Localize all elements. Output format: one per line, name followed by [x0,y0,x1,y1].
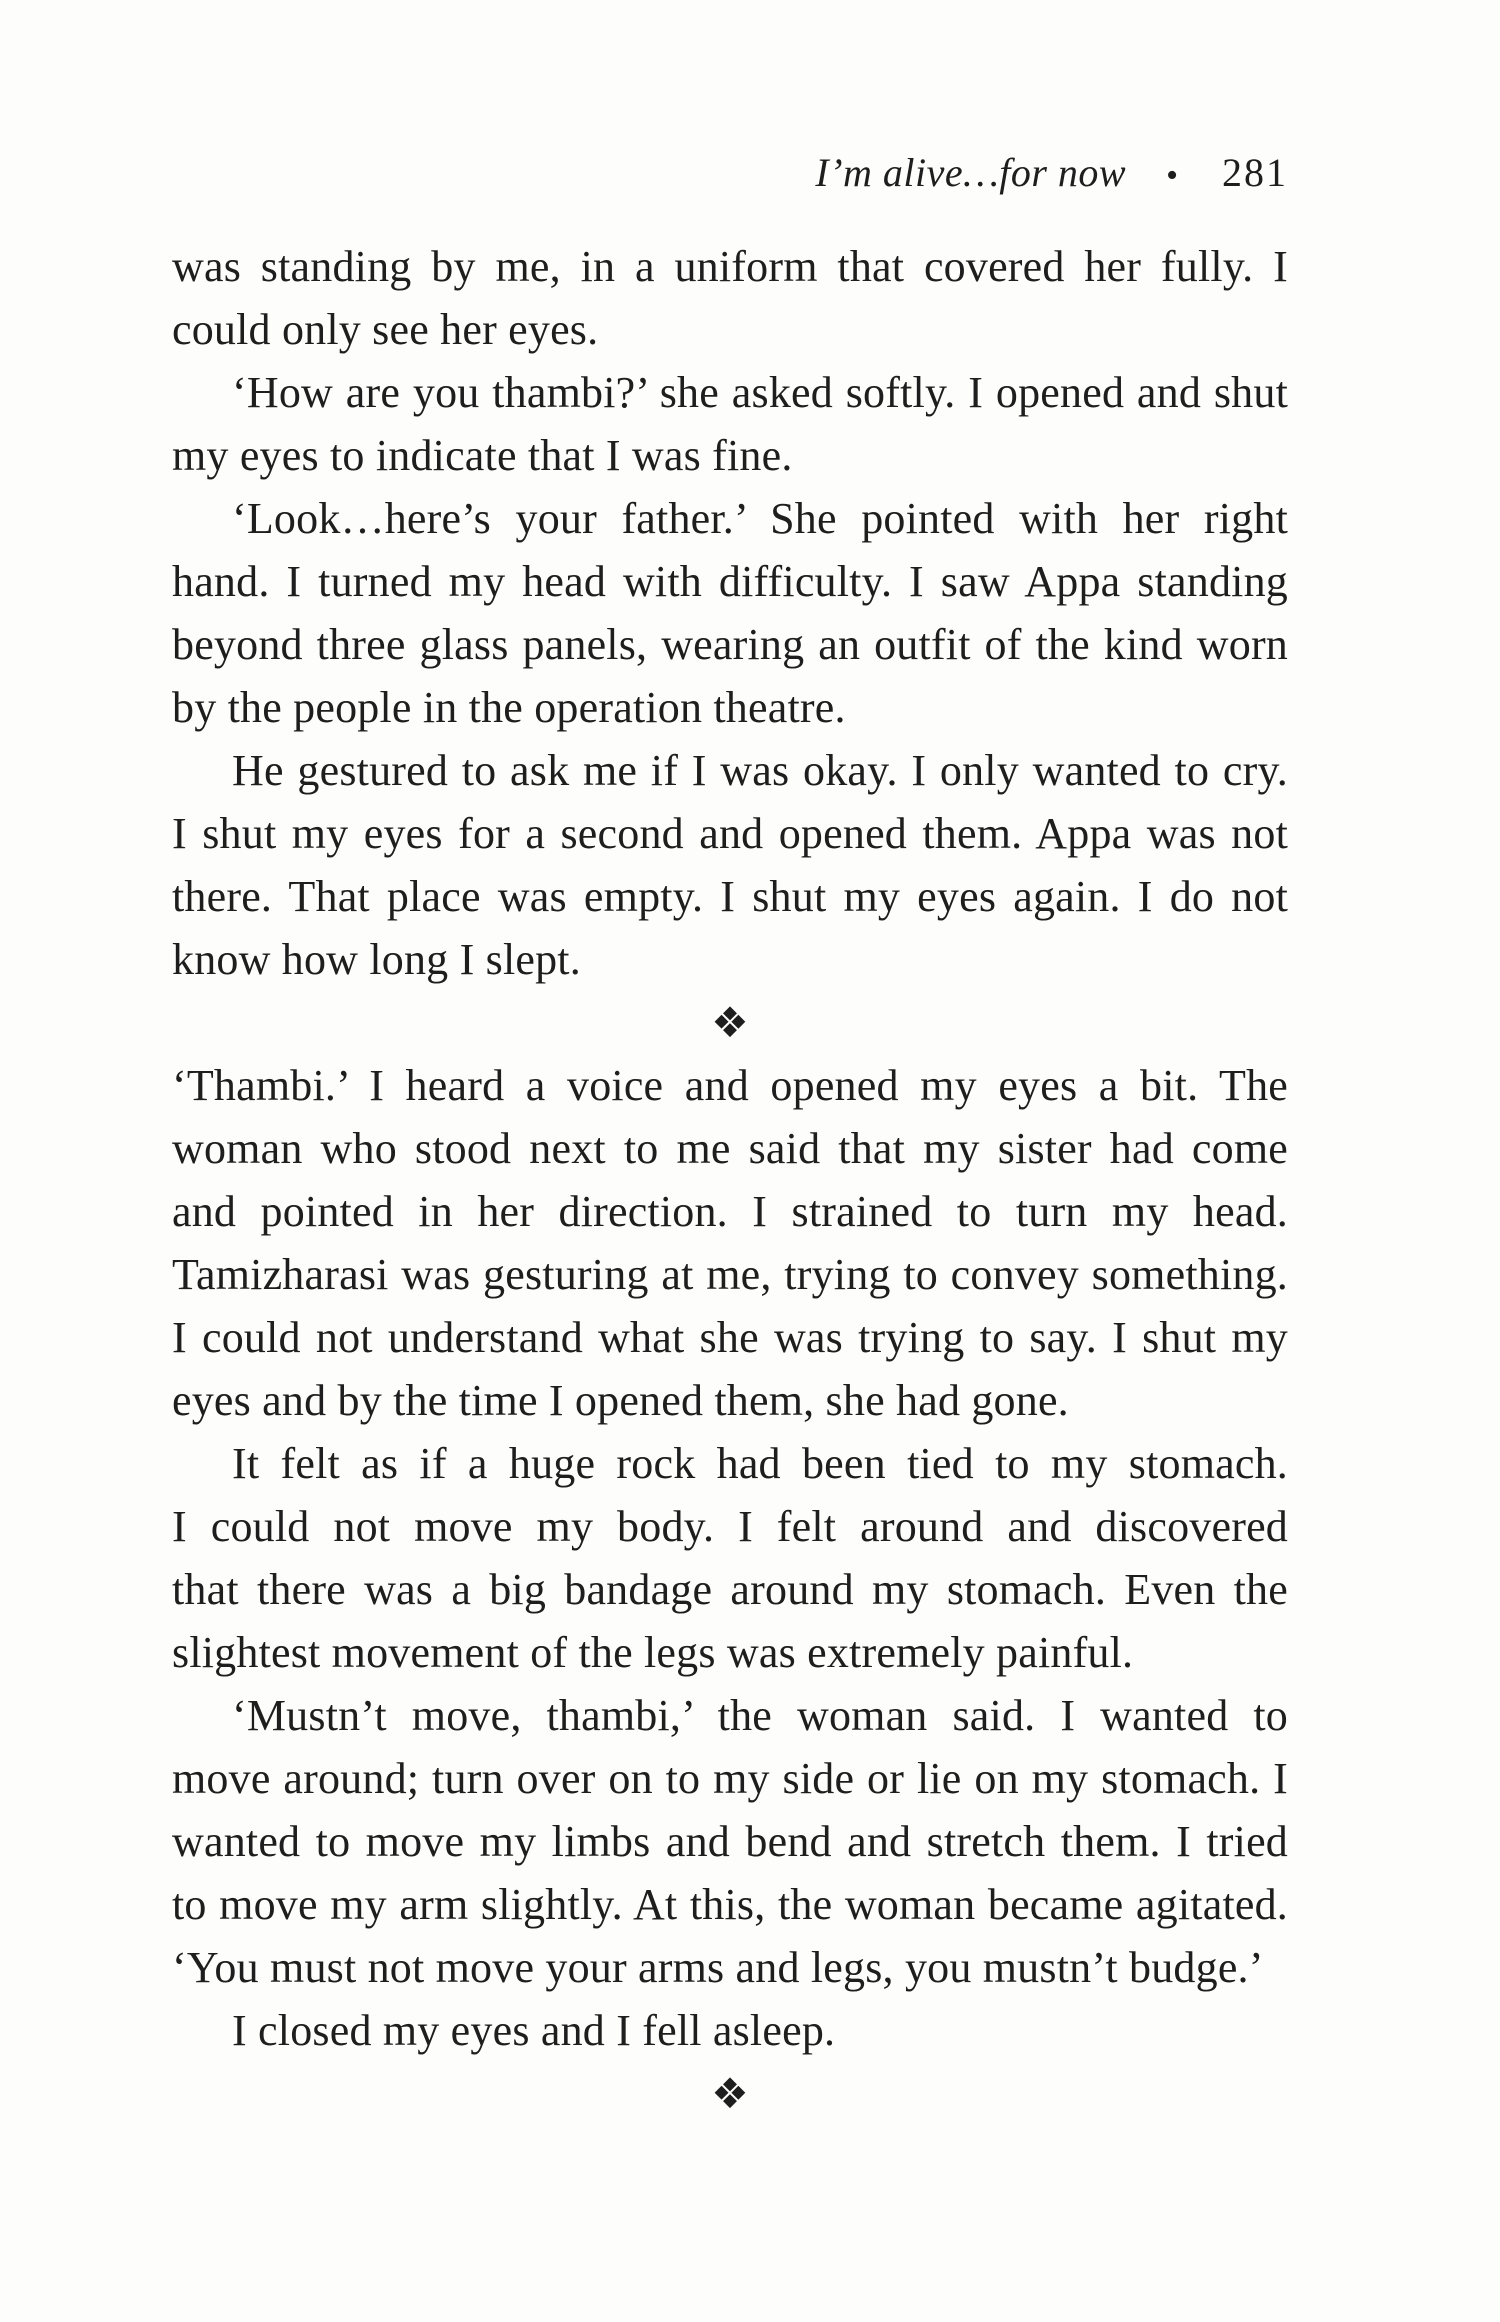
paragraph [172,1432,1288,1684]
paragraph [172,1054,1288,1432]
text-line: and pointed in her direction. I strained to turn my head. [172,1187,1288,1236]
text-line: beyond three glass panels, wearing an outfit of the kind worn [172,620,1288,669]
paragraph [172,361,1288,487]
text-line: I shut my eyes for a second and opened them. Appa was not [172,809,1288,858]
paragraph [172,235,1288,361]
text-line: eyes and by the time I opened them, she had gone. [172,1376,1069,1425]
text-line: to move my arm slightly. At this, the woman became agitated. [172,1880,1288,1929]
paragraph [172,739,1288,991]
text-line: know how long I slept. [172,935,581,984]
text-line: could only see her eyes. [172,305,599,354]
text-line: He gestured to ask me if I was okay. I only wanted to cry. [232,746,1288,795]
text-line: ‘Look…here’s your father.’ She pointed with her right [232,494,1288,543]
text-line: hand. I turned my head with difficulty. I saw Appa standing [172,557,1288,606]
text-line: ‘How are you thambi?’ she asked softly. I opened and shut [232,368,1288,417]
text-line: ‘You must not move your arms and legs, you mustn’t budge.’ [172,1943,1264,1992]
section-break-ornament: ❖ [711,998,749,1047]
running-header [172,150,1288,199]
page-number: 281 [1222,150,1288,195]
text-line: Tamizharasi was gesturing at me, trying to convey something. [172,1250,1288,1299]
section-break-ornament: ❖ [711,2069,749,2118]
running-header-title: I’m alive…for now [815,150,1127,195]
text-line: I could not understand what she was trying to say. I shut my [172,1313,1288,1362]
text-line: that there was a big bandage around my stomach. Even the [172,1565,1288,1614]
text-line: was standing by me, in a uniform that covered her fully. I [172,242,1288,291]
text-line: ‘Thambi.’ I heard a voice and opened my eyes a bit. The [172,1061,1288,1110]
text-line: move around; turn over on to my side or lie on my stomach. I [172,1754,1288,1803]
text-line: there. That place was empty. I shut my eyes again. I do not [172,872,1288,921]
text-line: It felt as if a huge rock had been tied to my stomach. [232,1439,1288,1488]
text-line: I closed my eyes and I fell asleep. [232,2006,836,2055]
paragraph [172,487,1288,739]
bullet-separator-icon: • [1166,157,1178,194]
paragraph [172,1999,1288,2062]
text-line: woman who stood next to me said that my sister had come [172,1124,1288,1173]
text-line: by the people in the operation theatre. [172,683,846,732]
text-line: my eyes to indicate that I was fine. [172,431,793,480]
text-line: ‘Mustn’t move, thambi,’ the woman said. I wanted to [232,1691,1288,1740]
text-line: wanted to move my limbs and bend and stretch them. I tried [172,1817,1288,1866]
text-line: slightest movement of the legs was extremely painful. [172,1628,1134,1677]
text-line: I could not move my body. I felt around and discovered [172,1502,1288,1551]
body-text [172,235,1288,2125]
paragraph [172,1684,1288,1999]
